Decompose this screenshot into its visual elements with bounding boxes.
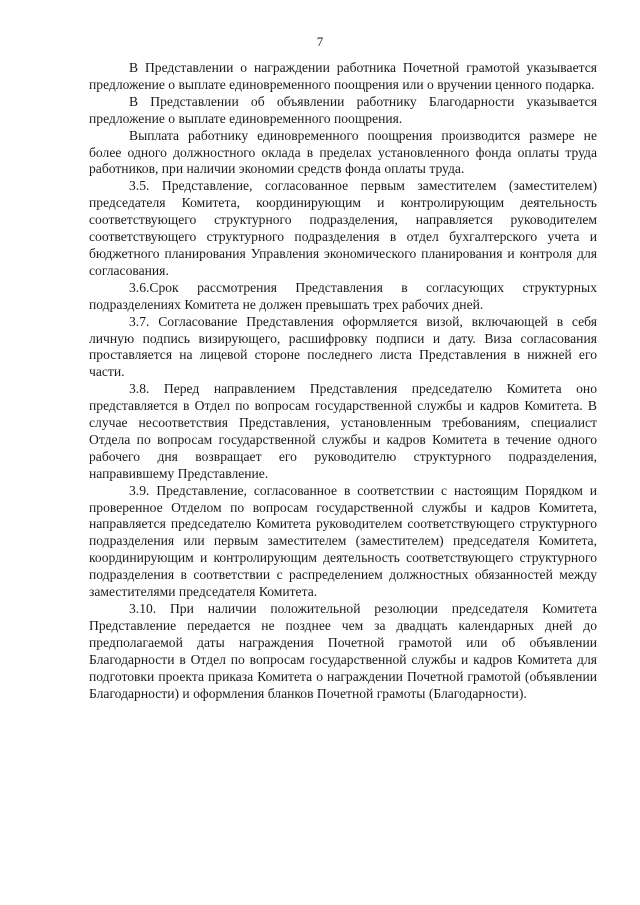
paragraph-3-6: 3.6.Срок рассмотрения Представления в согласующих структурных подразделениях Комитета не должен превышать трех рабочих дней. (89, 279, 597, 312)
paragraph-payment-limit: Выплата работнику единовременного поощрения производится размере не более одного должностного оклада в пределах установленного фонда оплаты труда работников, при наличии экономии средств фонда оплаты труда. (89, 127, 597, 177)
paragraph-3-9: 3.9. Представление, согласованное в соответствии с настоящим Порядком и проверенное Отделом по вопросам государственной службы и кадров Комитета, направляется председателю Комитета руководителем соответствующего структурного подразделения или первым заместителем (заместителем) председателя Комитета, координирующим и контролирующим деятельность соответствующего структурного подразделения в соответствии с распределением должностных обязанностей между заместителями председателя Комитета. (89, 482, 597, 600)
paragraph-3-5: 3.5. Представление, согласованное первым заместителем (заместителем) председателя Комитета, координирующим и контролирующим деятельность соответствующего структурного подразделения, направляется руководителем соответствующего структурного подразделения в отдел бухгалтерского учета и бюджетного планирования Управления экономического планирования и контроля для согласования. (89, 178, 597, 278)
paragraph-gratitude-proposal: В Представлении об объявлении работнику Благодарности указывается предложение о выплате единовременного поощрения. (89, 93, 597, 126)
page-number: 7 (316, 34, 324, 49)
paragraph-award-proposal: В Представлении о награждении работника Почетной грамотой указывается предложение о выплате единовременного поощрения или о вручении ценного подарка. (89, 60, 597, 92)
paragraph-3-8: 3.8. Перед направлением Представления председателю Комитета оно представляется в Отдел по вопросам государственной службы и кадров Комитета. В случае несоответствия Представления, установленным требованиям, специалист Отдела по вопросам государственной службы и кадров Комитета в течение одного рабочего дня возвращает его руководителю структурного подразделения, направившему Представление. (89, 381, 597, 481)
paragraph-3-7: 3.7. Согласование Представления оформляется визой, включающей в себя личную подпись визирующего, расшифровку подписи и дату. Виза согласования проставляется на лицевой стороне последнего листа Представления в нижней его части. (89, 313, 597, 380)
document-body (89, 60, 597, 702)
paragraph-3-10: 3.10. При наличии положительной резолюции председателя Комитета Представление передается не позднее чем за двадцать календарных дней до предполагаемой даты награждения Почетной грамотой или об объявлении Благодарности в Отдел по вопросам государственной службы и кадров Комитета для подготовки проекта приказа Комитета о награждении Почетной грамотой (объявлении Благодарности) и оформления бланков Почетной грамоты (Благодарности). (89, 601, 597, 701)
